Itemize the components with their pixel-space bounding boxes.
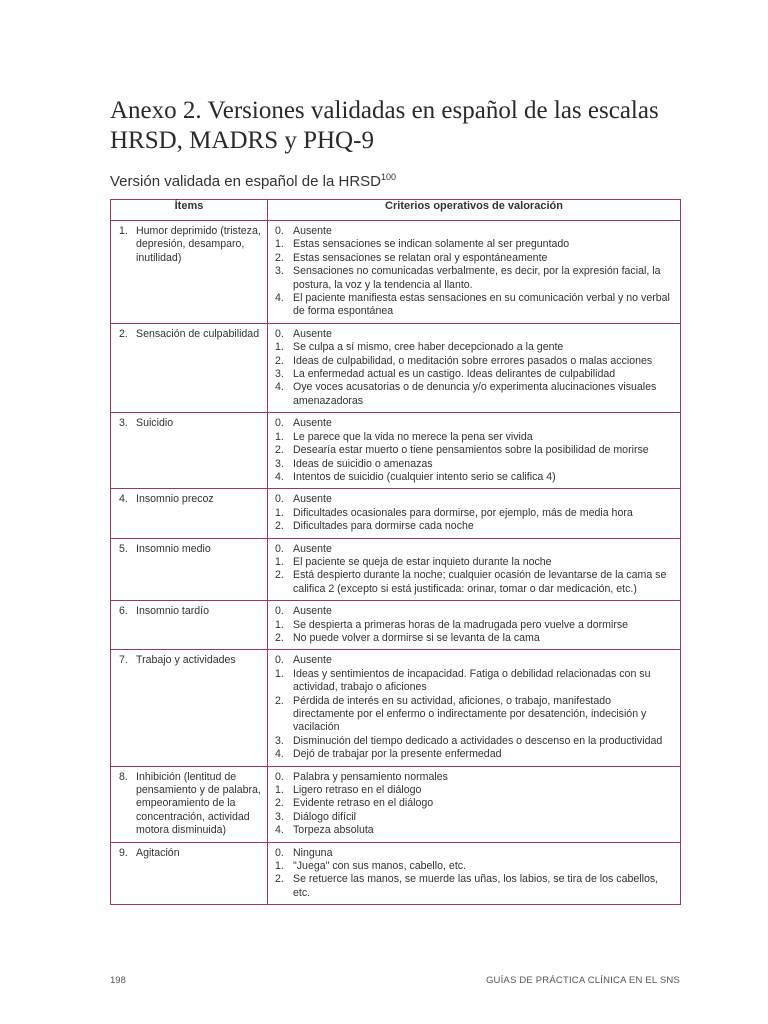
criterion-text: Desearía estar muerto o tiene pensamientos sobre la posibilidad de morirse	[293, 444, 649, 457]
criterion-item	[275, 328, 674, 341]
criterion-score: 1.	[275, 784, 284, 797]
item-number: 9.	[119, 846, 128, 859]
criterion-score: 2.	[275, 873, 284, 886]
criterion-score: 1.	[275, 860, 284, 873]
item-entry	[119, 847, 261, 860]
criterion-score: 0.	[275, 417, 284, 430]
item-label: Agitación	[136, 846, 180, 859]
criterion-text: Ausente	[293, 225, 332, 237]
criterion-text: Le parece que la vida no merece la pena ser vivida	[293, 430, 533, 443]
criterion-score: 0.	[275, 225, 284, 237]
item-entry	[119, 225, 261, 265]
item-number: 6.	[119, 605, 128, 618]
criteria-cell	[268, 413, 681, 489]
criterion-score: 2.	[275, 631, 284, 644]
item-number: 7.	[119, 654, 128, 667]
item-number: 3.	[119, 417, 128, 430]
table-row	[111, 842, 681, 905]
item-cell	[111, 538, 268, 601]
criterion-item	[275, 543, 674, 556]
table-header-row	[111, 200, 681, 221]
criteria-list	[275, 847, 674, 901]
item-entry	[119, 328, 261, 341]
criterion-text: Sensaciones no comunicadas verbalmente, es decir, por la expresión facial, la postura, la voz y la tendencia al llanto.	[293, 265, 661, 291]
criterion-score: 2.	[275, 444, 284, 457]
criterion-item	[275, 493, 674, 506]
criterion-text: Intentos de suicidio (cualquier intento serio se califica 4)	[293, 470, 556, 483]
criterion-score: 1.	[275, 341, 284, 354]
item-number: 2.	[119, 327, 128, 340]
item-label: Insomnio precoz	[136, 493, 214, 506]
criteria-list	[275, 771, 674, 838]
criterion-score: 1.	[275, 238, 284, 251]
criterion-score: 0.	[275, 493, 284, 506]
criterion-item	[275, 847, 674, 860]
item-label: Humor deprimido (tristeza, depresión, desamparo, inutilidad)	[136, 225, 261, 264]
criterion-item	[275, 265, 674, 292]
criterion-score: 2.	[275, 694, 284, 707]
item-entry	[119, 543, 261, 556]
item-cell	[111, 842, 268, 905]
criterion-text: Estas sensaciones se relatan oral y espontáneamente	[293, 251, 548, 264]
item-cell	[111, 323, 268, 412]
criteria-cell	[268, 650, 681, 766]
criterion-text: Dejó de trabajar por la presente enfermedad	[293, 748, 502, 761]
item-entry	[119, 605, 261, 618]
hrsd-table	[110, 199, 681, 905]
criterion-text: Palabra y pensamiento normales	[293, 770, 448, 783]
item-entry	[119, 654, 261, 667]
criterion-item	[275, 668, 674, 695]
reference-superscript: 100	[381, 172, 397, 182]
criterion-text: Ligero retraso en el diálogo	[293, 784, 422, 797]
item-cell	[111, 601, 268, 650]
item-number: 4.	[119, 493, 128, 506]
criterion-score: 4.	[275, 381, 284, 394]
criterion-item	[275, 771, 674, 784]
criterion-item	[275, 784, 674, 797]
criterion-item	[275, 417, 674, 430]
table-row	[111, 538, 681, 601]
table-row	[111, 489, 681, 538]
criterion-score: 4.	[275, 824, 284, 837]
table-body	[111, 221, 681, 905]
criterion-text: Está despierto durante la noche; cualquier ocasión de levantarse de la cama se califica 2 (excepto si está justificada: orinar, tomar o dar medicación, etc.)	[293, 569, 667, 595]
criteria-cell	[268, 842, 681, 905]
criterion-item	[275, 619, 674, 632]
table-row	[111, 601, 681, 650]
item-cell	[111, 766, 268, 842]
criterion-item	[275, 569, 674, 596]
criterion-item	[275, 381, 674, 408]
item-label: Insomnio medio	[136, 542, 211, 555]
criterion-text: El paciente se queja de estar inquieto durante la noche	[293, 555, 552, 568]
criterion-item	[275, 632, 674, 645]
subtitle-text: Versión validada en español de la HRSD	[110, 173, 382, 190]
criterion-item	[275, 341, 674, 354]
criterion-text: Disminución del tiempo dedicado a actividades o descenso en la productividad	[293, 734, 663, 747]
criterion-score: 1.	[275, 667, 284, 680]
criteria-cell	[268, 766, 681, 842]
criterion-text: Ausente	[293, 417, 332, 430]
criterion-text: Torpeza absoluta	[293, 824, 374, 837]
item-number: 8.	[119, 770, 128, 783]
criterion-score: 1.	[275, 618, 284, 631]
criterion-item	[275, 695, 674, 735]
criterion-text: Ausente	[293, 605, 332, 618]
criterion-score: 0.	[275, 327, 284, 340]
criterion-score: 0.	[275, 770, 284, 783]
criterion-item	[275, 824, 674, 837]
criteria-list	[275, 328, 674, 408]
criteria-list	[275, 493, 674, 533]
criterion-score: 3.	[275, 810, 284, 823]
criterion-text: El paciente manifiesta estas sensaciones en su comunicación verbal y no verbal de forma espontánea	[293, 292, 670, 318]
table-row	[111, 650, 681, 766]
criterion-text: No puede volver a dormirse si se levanta de la cama	[293, 631, 540, 644]
table-row	[111, 221, 681, 324]
criterion-score: 1.	[275, 430, 284, 443]
table-row	[111, 766, 681, 842]
criterion-item	[275, 797, 674, 810]
criterion-score: 0.	[275, 542, 284, 555]
criterion-text: Dificultades ocasionales para dormirse, por ejemplo, más de media hora	[293, 506, 633, 519]
criterion-item	[275, 252, 674, 265]
criterion-item	[275, 605, 674, 618]
criterion-item	[275, 238, 674, 251]
criterion-score: 0.	[275, 605, 284, 618]
criterion-item	[275, 873, 674, 900]
criterion-score: 1.	[275, 555, 284, 568]
criterion-text: Se culpa a sí mismo, cree haber decepcionado a la gente	[293, 341, 564, 354]
criterion-text: Ideas de culpabilidad, o meditación sobre errores pasados o malas acciones	[293, 354, 653, 367]
criterion-text: Oye voces acusatorias o de denuncia y/o experimenta alucinaciones visuales amenazadoras	[293, 381, 657, 407]
item-number: 5.	[119, 542, 128, 555]
criterion-item	[275, 471, 674, 484]
criterion-text: Se retuerce las manos, se muerde las uñas, los labios, se tira de los cabellos, etc.	[293, 873, 659, 899]
table-row	[111, 323, 681, 412]
series-title: GUÍAS DE PRÁCTICA CLÍNICA EN EL SNS	[485, 975, 680, 986]
criterion-item	[275, 556, 674, 569]
criterion-score: 2.	[275, 569, 284, 582]
item-cell	[111, 650, 268, 766]
criteria-list	[275, 225, 674, 319]
criterion-text: Pérdida de interés en su actividad, aficiones, o trabajo, manifestado directamente por el enfermo o indirectamente por desatención, indecisión y vacilación	[293, 694, 647, 734]
criterion-score: 3.	[275, 265, 284, 278]
header-criteria: Criterios operativos de valoración	[268, 200, 681, 221]
criterion-item	[275, 444, 674, 457]
criterion-text: Ausente	[293, 493, 332, 506]
criterion-text: Ninguna	[293, 846, 333, 859]
criterion-item	[275, 748, 674, 761]
header-items: Ítems	[111, 200, 268, 221]
criterion-item	[275, 735, 674, 748]
criterion-text: Ausente	[293, 654, 332, 667]
criterion-score: 1.	[275, 506, 284, 519]
criterion-text: Diálogo difícil	[293, 810, 357, 823]
criterion-score: 2.	[275, 520, 284, 533]
criterion-text: Ausente	[293, 327, 332, 340]
table-row	[111, 413, 681, 489]
criteria-list	[275, 417, 674, 484]
criterion-score: 2.	[275, 797, 284, 810]
item-cell	[111, 489, 268, 538]
criterion-text: Evidente retraso en el diálogo	[293, 797, 434, 810]
criterion-score: 4.	[275, 292, 284, 305]
criterion-score: 2.	[275, 354, 284, 367]
criterion-score: 3.	[275, 457, 284, 470]
criterion-text: La enfermedad actual es un castigo. Ideas delirantes de culpabilidad	[293, 368, 616, 381]
criterion-item	[275, 225, 674, 238]
item-label: Suicidio	[136, 417, 174, 430]
criteria-cell	[268, 221, 681, 324]
criterion-item	[275, 520, 674, 533]
item-label: Sensación de culpabilidad	[136, 327, 260, 340]
item-cell	[111, 413, 268, 489]
item-entry	[119, 493, 261, 506]
criterion-text: Ausente	[293, 542, 332, 555]
criterion-item	[275, 860, 674, 873]
item-entry	[119, 771, 261, 838]
criteria-cell	[268, 601, 681, 650]
criterion-text: "Juega" con sus manos, cabello, etc.	[293, 860, 466, 873]
criterion-item	[275, 654, 674, 667]
item-number: 1.	[119, 225, 128, 237]
criterion-score: 4.	[275, 748, 284, 761]
criterion-text: Se despierta a primeras horas de la madrugada pero vuelve a dormirse	[293, 618, 629, 631]
criteria-list	[275, 543, 674, 597]
page-number: 198	[110, 975, 126, 986]
page-title: Anexo 2. Versiones validadas en español de las escalas HRSD, MADRS y PHQ-9	[110, 97, 659, 154]
criterion-text: Estas sensaciones se indican solamente al ser preguntado	[293, 238, 570, 251]
criterion-score: 3.	[275, 734, 284, 747]
criterion-score: 2.	[275, 251, 284, 264]
item-cell	[111, 221, 268, 324]
item-entry	[119, 417, 261, 430]
item-label: Insomnio tardío	[136, 605, 210, 618]
criterion-text: Dificultades para dormirse cada noche	[293, 520, 474, 533]
item-label: Inhibición (lentitud de pensamiento y de palabra, empeoramiento de la concentración, actividad motora disminuida)	[136, 770, 261, 837]
criterion-item	[275, 368, 674, 381]
section-subtitle	[110, 172, 396, 190]
criterion-item	[275, 431, 674, 444]
criteria-cell	[268, 538, 681, 601]
criterion-score: 3.	[275, 368, 284, 381]
criterion-text: Ideas de suicidio o amenazas	[293, 457, 433, 470]
criterion-score: 0.	[275, 846, 284, 859]
criterion-item	[275, 355, 674, 368]
criteria-list	[275, 654, 674, 761]
criteria-list	[275, 605, 674, 645]
criterion-item	[275, 458, 674, 471]
criterion-score: 0.	[275, 654, 284, 667]
criterion-text: Ideas y sentimientos de incapacidad. Fatiga o debilidad relacionadas con su actividad, trabajo o aficiones	[293, 667, 651, 694]
criteria-cell	[268, 489, 681, 538]
criterion-item	[275, 811, 674, 824]
criterion-score: 4.	[275, 470, 284, 483]
item-label: Trabajo y actividades	[136, 654, 236, 667]
criterion-item	[275, 507, 674, 520]
criteria-cell	[268, 323, 681, 412]
criterion-item	[275, 292, 674, 319]
